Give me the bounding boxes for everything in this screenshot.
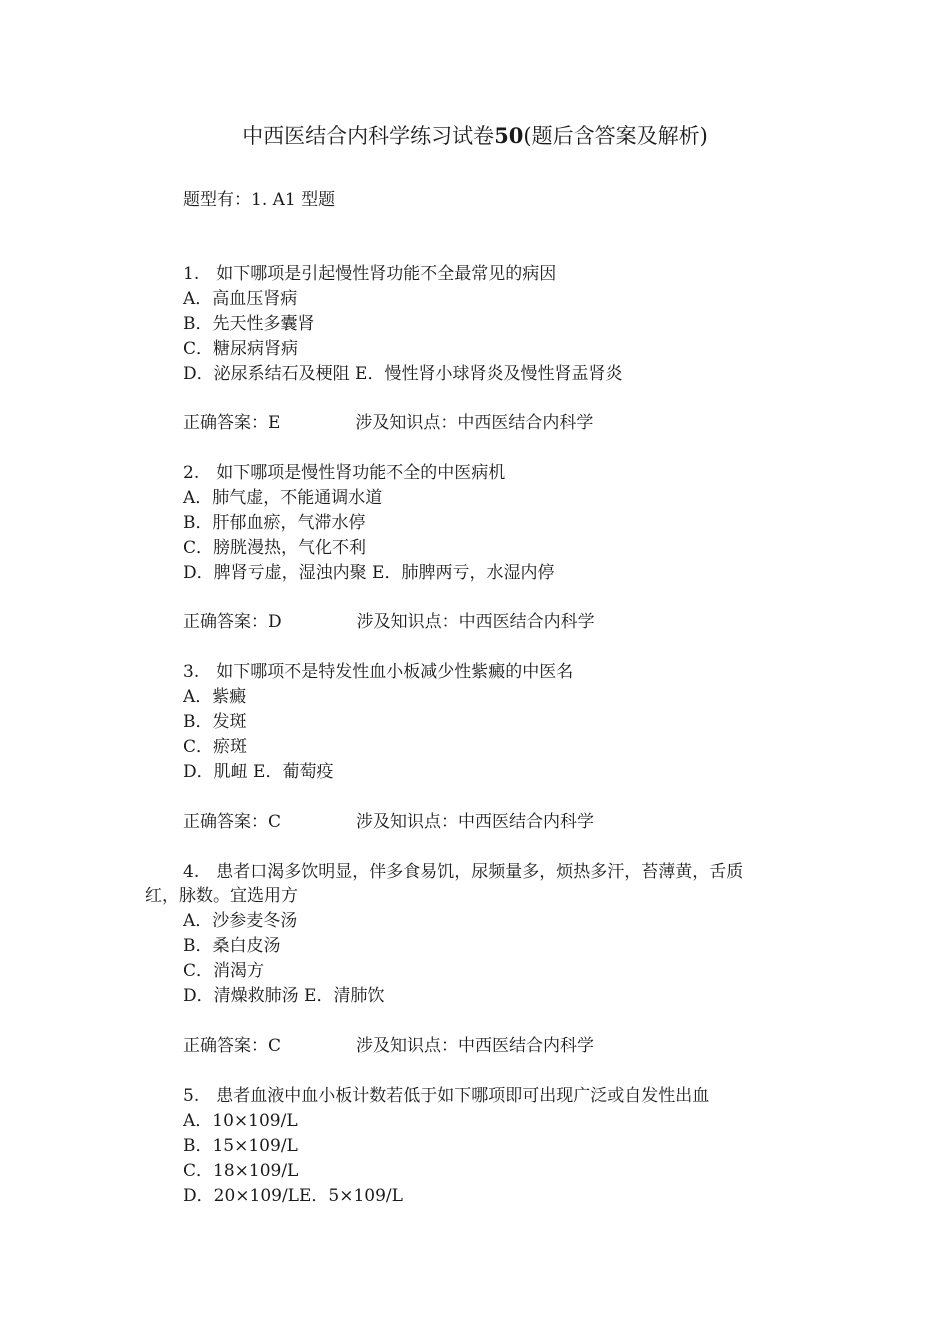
title-suffix: (题后含答案及解析): [523, 124, 708, 148]
question-1-option-d-e: D．泌尿系结石及梗阻 E．慢性肾小球肾炎及慢性肾盂肾炎: [183, 364, 623, 384]
question-2-option-c: C．膀胱漫热，气化不利: [183, 538, 367, 558]
question-2-option-a: A．肺气虚，不能通调水道: [183, 488, 383, 508]
question-3-knowledge: 涉及知识点：中西医结合内科学: [356, 812, 595, 832]
page-title: [0, 122, 950, 150]
question-2-answer: 正确答案：D: [183, 612, 282, 632]
question-3-answer: 正确答案：C: [183, 812, 282, 832]
question-5-stem: 5. 患者血液中血小板计数若低于如下哪项即可出现广泛或自发性出血: [183, 1086, 710, 1106]
question-3-option-b: B．发斑: [183, 712, 247, 732]
question-4-answer-row: [183, 1034, 594, 1058]
question-3-option-d-e: D．肌衄 E．葡萄疫: [183, 762, 334, 782]
question-3-answer-row: [183, 810, 594, 834]
question-5-option-a: A．10×109/L: [183, 1111, 298, 1131]
question-2-knowledge: 涉及知识点：中西医结合内科学: [356, 612, 595, 632]
question-5-option-b: B．15×109/L: [183, 1136, 298, 1156]
title-text: 中西医结合内科学练习试卷: [242, 124, 495, 148]
question-2-stem: 2. 如下哪项是慢性肾功能不全的中医病机: [183, 463, 506, 483]
question-1-answer-row: [183, 411, 593, 435]
question-2-option-d-e: D．脾肾亏虚，湿浊内聚 E．肺脾两亏，水湿内停: [183, 563, 555, 583]
question-3-option-a: A．紫癜: [183, 687, 247, 707]
question-types: 题型有：1. A1 型题: [183, 190, 336, 210]
question-1-option-a: A．高血压肾病: [183, 289, 298, 309]
question-4-stem: 4. 患者口渴多饮明显，伴多食易饥，尿频量多，烦热多汗，苔薄黄，舌质: [183, 862, 744, 882]
question-1-option-b: B．先天性多囊肾: [183, 314, 315, 334]
question-3-stem: 3. 如下哪项不是特发性血小板减少性紫癜的中医名: [183, 662, 574, 682]
question-4-option-d-e: D．清燥救肺汤 E．清肺饮: [183, 986, 385, 1006]
question-5-option-d-e: D．20×109/LE．5×109/L: [183, 1186, 403, 1206]
question-1-stem: 1. 如下哪项是引起慢性肾功能不全最常见的病因: [183, 264, 557, 284]
question-1-option-c: C．糖尿病肾病: [183, 339, 299, 359]
question-1-answer: 正确答案：E: [183, 413, 281, 433]
question-4-stem-continued: 红，脉数。宜选用方: [145, 886, 298, 906]
question-3-option-c: C．瘀斑: [183, 737, 248, 757]
question-1-knowledge: 涉及知识点：中西医结合内科学: [355, 413, 594, 433]
question-5-option-c: C．18×109/L: [183, 1161, 299, 1181]
question-4-option-a: A．沙参麦冬汤: [183, 911, 298, 931]
question-4-option-b: B．桑白皮汤: [183, 936, 281, 956]
question-4-knowledge: 涉及知识点：中西医结合内科学: [356, 1036, 595, 1056]
question-2-answer-row: [183, 610, 595, 634]
question-2-option-b: B．肝郁血瘀，气滞水停: [183, 513, 366, 533]
question-4-option-c: C．消渴方: [183, 961, 265, 981]
question-4-answer: 正确答案：C: [183, 1036, 282, 1056]
title-number: 50: [494, 123, 524, 148]
